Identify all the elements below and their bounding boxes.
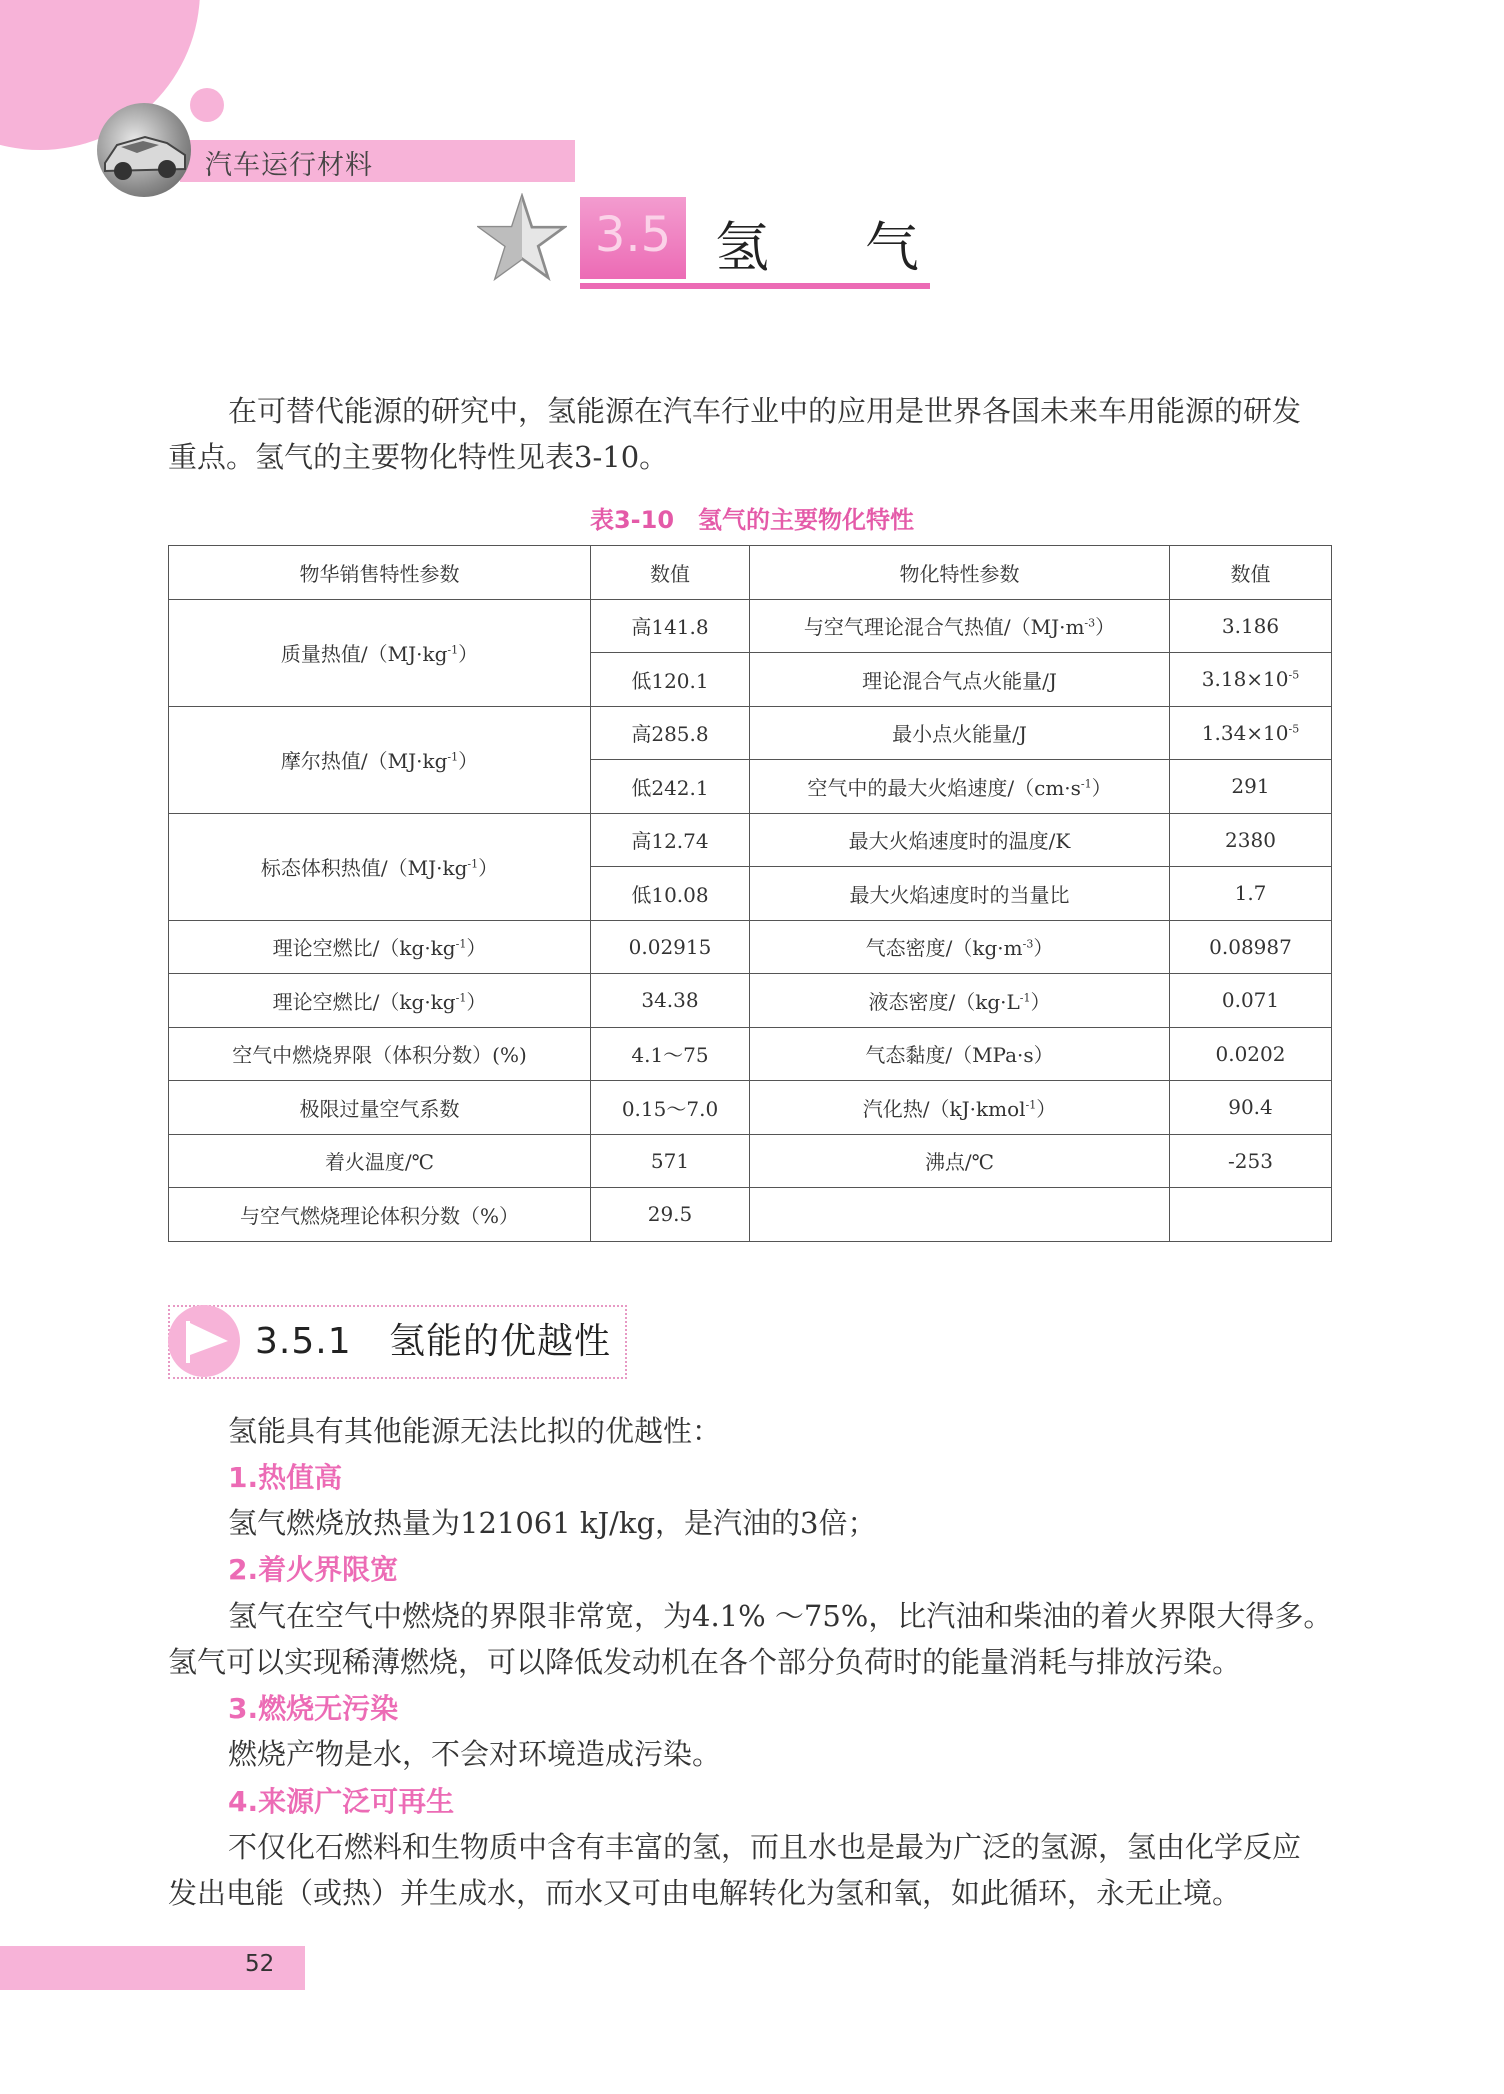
table-cell: 空气中的最大火焰速度$/(cm\cdot s^{-1})$	[750, 760, 1170, 814]
table-cell: 着火温度/℃	[169, 1134, 591, 1188]
car-photo-icon	[97, 103, 191, 197]
table-cell: 4.1～75	[591, 1027, 750, 1081]
table-cell: 低10.08	[591, 867, 750, 921]
table-cell: 3.186	[1170, 599, 1332, 653]
table-cell: -253	[1170, 1134, 1332, 1188]
table-cell: 0.08987	[1170, 920, 1332, 974]
table-cell: 质量热值$/(MJ\cdot kg^{-1})$	[169, 599, 591, 706]
advantage-heading: 2.着火界限宽	[228, 1553, 399, 1586]
table-cell: $3.18\times 10^{-5}$	[1170, 653, 1332, 707]
advantage-heading: 4.来源广泛可再生	[228, 1785, 455, 1818]
corner-dot-decoration	[190, 88, 224, 122]
table-cell: 0.15～7.0	[591, 1081, 750, 1135]
table-cell: 汽化热/（kJ·kmol$^{-1}$）	[750, 1081, 1170, 1135]
table-cell: 高12.74	[591, 813, 750, 867]
table-cell: 与空气理论混合气热值$/(MJ\cdot m^{-3})$	[750, 599, 1170, 653]
table-cell: 最大火焰速度时的温度/K	[750, 813, 1170, 867]
subsection-name: 氢能的优越性	[388, 1321, 611, 1362]
advantage-text: 氢气燃烧放热量为121061 kJ/kg，是汽油的3倍；	[228, 1506, 877, 1540]
table-cell: 低242.1	[591, 760, 750, 814]
table-cell	[750, 1188, 1170, 1242]
table-cell: 理论空燃比$/(kg\cdot kg^{-1})$	[169, 920, 591, 974]
section-number: 3.5	[594, 207, 672, 263]
table-cell: 高285.8	[591, 706, 750, 760]
table-cell: 低120.1	[591, 653, 750, 707]
table-cell: 最小点火能量/J	[750, 706, 1170, 760]
advantage-text-line: 氢气在空气中燃烧的界限非常宽，为4.1% ～75%，比汽油和柴油的着火界限大得多。	[228, 1599, 1333, 1633]
table-header: 数值	[1170, 546, 1332, 600]
table-row	[169, 813, 1332, 867]
table-header: 数值	[591, 546, 750, 600]
table-header: 物华销售特性参数	[169, 546, 591, 600]
subsection-number: 3.5.1	[255, 1321, 352, 1362]
table-cell: 0.0202	[1170, 1027, 1332, 1081]
table-row	[169, 599, 1332, 653]
advantage-text-line: 发出电能（或热）并生成水，而水又可由电解转化为氢和氧，如此循环，永无止境。	[168, 1876, 1242, 1910]
advantage-text	[168, 1824, 1336, 1916]
table-cell: 极限过量空气系数	[169, 1081, 591, 1135]
page-number: 52	[245, 1951, 275, 1977]
advantage-heading: 3.燃烧无污染	[228, 1692, 399, 1725]
table-row	[169, 1081, 1332, 1135]
table-cell: 沸点/℃	[750, 1134, 1170, 1188]
table-cell	[1170, 1188, 1332, 1242]
advantages-intro: 氢能具有其他能源无法比拟的优越性：	[228, 1414, 722, 1448]
table-cell: 摩尔热值$/(MJ\cdot kg^{-1})$	[169, 706, 591, 813]
section-title: 氢气	[715, 216, 1015, 279]
table-cell: 2380	[1170, 813, 1332, 867]
table-cell: 理论空燃比$/(kg\cdot kg^{-1})$	[169, 974, 591, 1028]
intro-line-2: 重点。氢气的主要物化特性见表3-10。	[168, 440, 669, 474]
table-cell: 理论混合气点火能量/J	[750, 653, 1170, 707]
subsection-title	[255, 1313, 611, 1364]
table-row	[169, 920, 1332, 974]
properties-table	[168, 545, 1332, 1242]
advantage-heading: 1.热值高	[228, 1461, 343, 1494]
table-cell: 空气中燃烧界限（体积分数）(%)	[169, 1027, 591, 1081]
star-icon	[477, 193, 567, 283]
table-cell: 标态体积热值$/(MJ\cdot kg^{-1})$	[169, 813, 591, 920]
intro-paragraph	[168, 388, 1336, 480]
intro-line-1: 在可替代能源的研究中，氢能源在汽车行业中的应用是世界各国未来车用能源的研发	[228, 394, 1302, 428]
table-cell: 液态密度$/(kg\cdot L^{-1})$	[750, 974, 1170, 1028]
book-title: 汽车运行材料	[205, 150, 373, 181]
table-cell: 291	[1170, 760, 1332, 814]
table-row	[169, 974, 1332, 1028]
table-cell: 90.4	[1170, 1081, 1332, 1135]
table-header: 物化特性参数	[750, 546, 1170, 600]
table-cell: 与空气燃烧理论体积分数（%）	[169, 1188, 591, 1242]
table-cell: 0.02915	[591, 920, 750, 974]
table-row	[169, 1188, 1332, 1242]
table-cell: 气态密度$/(kg\cdot m^{-3})$	[750, 920, 1170, 974]
advantage-text-line: 氢气可以实现稀薄燃烧，可以降低发动机在各个部分负荷时的能量消耗与排放污染。	[168, 1645, 1242, 1679]
table-cell: 0.071	[1170, 974, 1332, 1028]
advantage-text: 燃烧产物是水，不会对环境造成污染。	[228, 1737, 722, 1771]
section-underline	[580, 283, 930, 289]
table-caption: 表3-10 氢气的主要物化特性	[589, 506, 915, 534]
table-cell: $1.34\times 10^{-5}$	[1170, 706, 1332, 760]
table-cell: 29.5	[591, 1188, 750, 1242]
advantage-text	[168, 1593, 1336, 1685]
table-cell: 高141.8	[591, 599, 750, 653]
table-header-row	[169, 546, 1332, 600]
flag-icon	[168, 1305, 240, 1377]
table-row	[169, 1027, 1332, 1081]
table-row	[169, 1134, 1332, 1188]
table-cell: 1.7	[1170, 867, 1332, 921]
advantage-text-line: 不仅化石燃料和生物质中含有丰富的氢，而且水也是最为广泛的氢源，氢由化学反应	[228, 1830, 1302, 1864]
table-cell: 气态黏度/（MPa·s）	[750, 1027, 1170, 1081]
table-cell: 最大火焰速度时的当量比	[750, 867, 1170, 921]
table-cell: 571	[591, 1134, 750, 1188]
table-cell: 34.38	[591, 974, 750, 1028]
table-row	[169, 706, 1332, 760]
